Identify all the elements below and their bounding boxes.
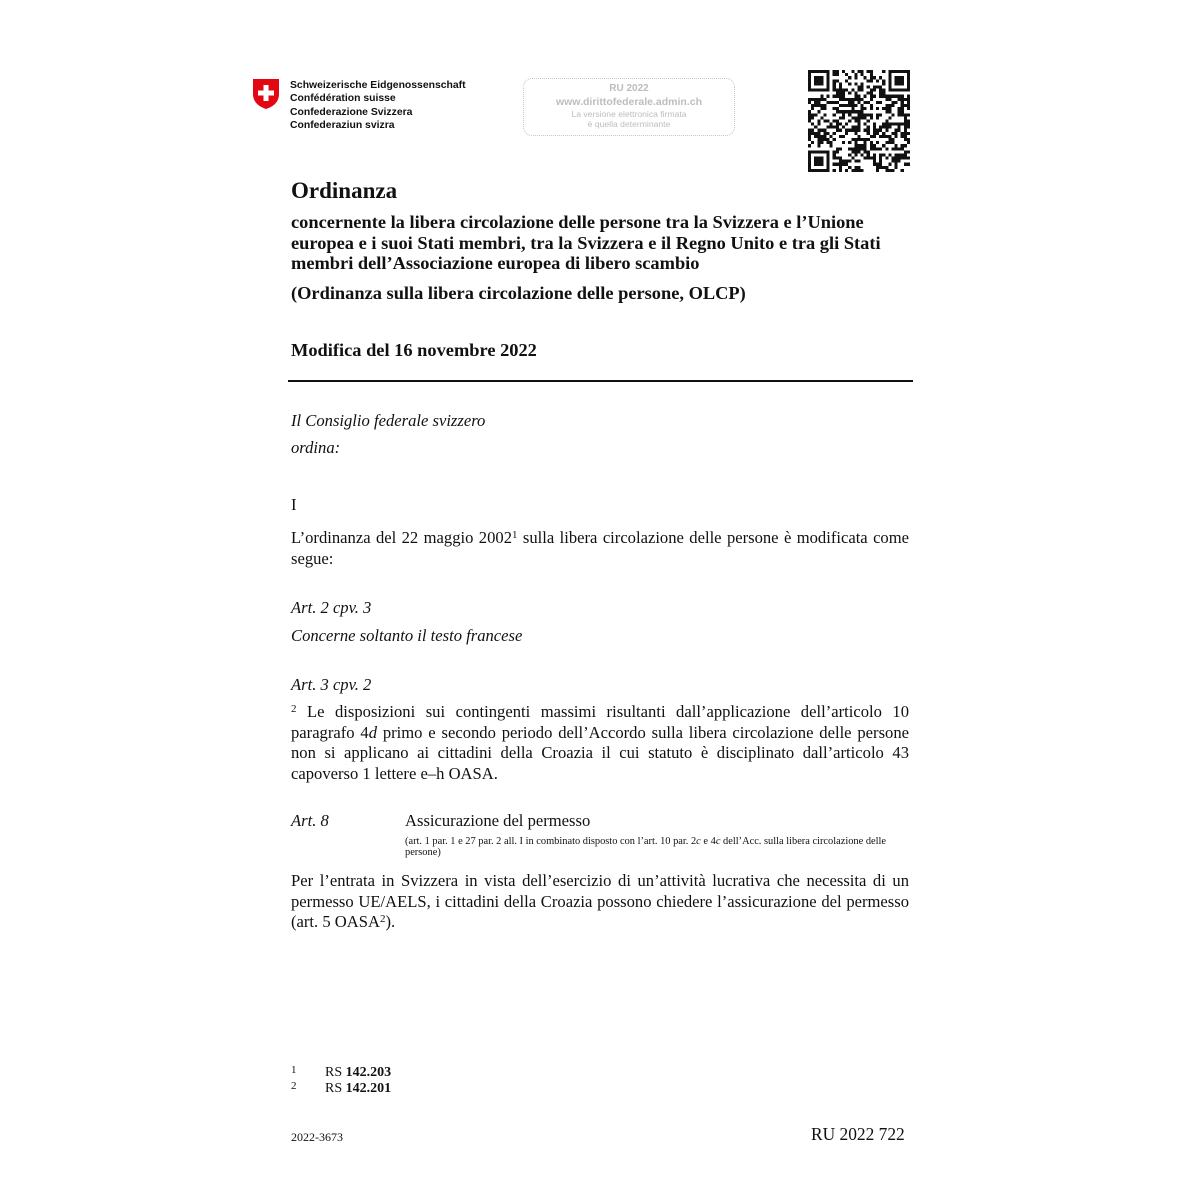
electronic-version-stamp [523, 78, 735, 136]
art8-body-a: Per l’entrata in Svizzera in vista dell’esercizio di un’attività lucrativa che necessita di un permesso UE/AELS, i cittadini della Croazia possono chiedere l’assicurazione del permesso (art. 5 OASA [291, 871, 909, 931]
art3-heading: Art. 3 cpv. 2 [291, 675, 372, 694]
art3-text-letter: d [368, 722, 377, 742]
art2-heading: Art. 2 cpv. 3 [291, 598, 372, 617]
document-code: 2022-3673 [291, 1130, 343, 1144]
confederation-name-de: Schweizerische Eidgenossenschaft [290, 80, 466, 91]
art8-note-letter-1: c [696, 836, 701, 847]
footnote-number: 2 [291, 1080, 297, 1092]
preamble-authority: Il Consiglio federale svizzero [291, 411, 486, 430]
art3-text-b: primo e secondo periodo dell’Accordo sulla libera circolazione delle persone non si applicano ai cittadini della Croazia il cui statuto è disciplinato dall’articolo 43 capoverso 1 lettere e–h OASA. [291, 722, 909, 783]
footnote-ref-1[interactable]: 1 [512, 529, 518, 541]
document-subtitle: concernente la libera circolazione delle persone tra la Svizzera e l’Unione europea e i suoi Stati membri, tra la Svizzera e il Regno Unito e tra gli Stati membri dell’Associazione europea di libero scambio [291, 212, 881, 273]
art8-note-a: (art. 1 par. 1 e 27 par. 2 all. I in combinato disposto con l’art. 10 par. 2 [405, 836, 697, 847]
footnote-prefix: RS [325, 1081, 343, 1096]
art8-paragraph [291, 871, 909, 933]
footnote-reference[interactable]: 142.201 [345, 1081, 392, 1096]
footnote [291, 1078, 391, 1097]
art8-body-b: ). [385, 912, 396, 931]
art8-title: Assicurazione del permesso [405, 811, 591, 830]
footnote-prefix: RS [325, 1065, 343, 1080]
swiss-crest-icon [252, 78, 280, 110]
confederation-names [290, 79, 466, 133]
footnote-number: 1 [291, 1064, 297, 1076]
stamp-url: www.dirittofederale.admin.ch [555, 96, 703, 108]
footnote-ref-2[interactable]: 2 [379, 913, 386, 925]
footnote-reference[interactable]: 142.203 [345, 1065, 392, 1080]
intro-text-end: sulla libera circolazione delle persone è modificata come segue: [291, 528, 909, 568]
section-number: I [291, 495, 297, 514]
title-divider [288, 380, 913, 382]
official-compilation-reference: RU 2022 722 [811, 1124, 905, 1144]
amendment-date: Modifica del 16 novembre 2022 [291, 340, 537, 360]
art8-note-b: dell’Acc. sulla libera circolazione delle persone) [405, 836, 887, 858]
art8-note-mid: e 4 [700, 836, 716, 847]
confederation-name-rm: Confederaziun svizra [290, 120, 395, 132]
qr-code-icon [808, 70, 910, 172]
confederation-name-fr: Confédération suisse [290, 93, 396, 105]
confederation-name-it: Confederazione Svizzera [290, 106, 413, 118]
art8-note-letter-2: c [715, 836, 721, 847]
preamble-verb: ordina: [291, 438, 341, 457]
art2-text: Concerne soltanto il testo francese [291, 626, 523, 645]
document-short-title: (Ordinanza sulla libera circolazione delle persone, OLCP) [291, 283, 746, 303]
stamp-note-1: La versione elettronica firmata [571, 109, 687, 119]
paragraph-number: 2 [291, 703, 297, 715]
art8-reference-note [405, 836, 905, 858]
intro-text-start: L’ordinanza del 22 maggio 2002 [291, 528, 512, 547]
art3-paragraph [291, 702, 909, 784]
document-title: Ordinanza [291, 178, 398, 203]
art8-number: Art. 8 [291, 811, 329, 830]
stamp-note-2: è quella determinante [587, 119, 671, 129]
art3-text-a: Le disposizioni sui contingenti massimi risultanti dall’applicazione dell’articolo 10 paragrafo 4 [291, 702, 909, 742]
stamp-collection: RU 2022 [609, 83, 649, 94]
intro-paragraph [291, 528, 909, 569]
